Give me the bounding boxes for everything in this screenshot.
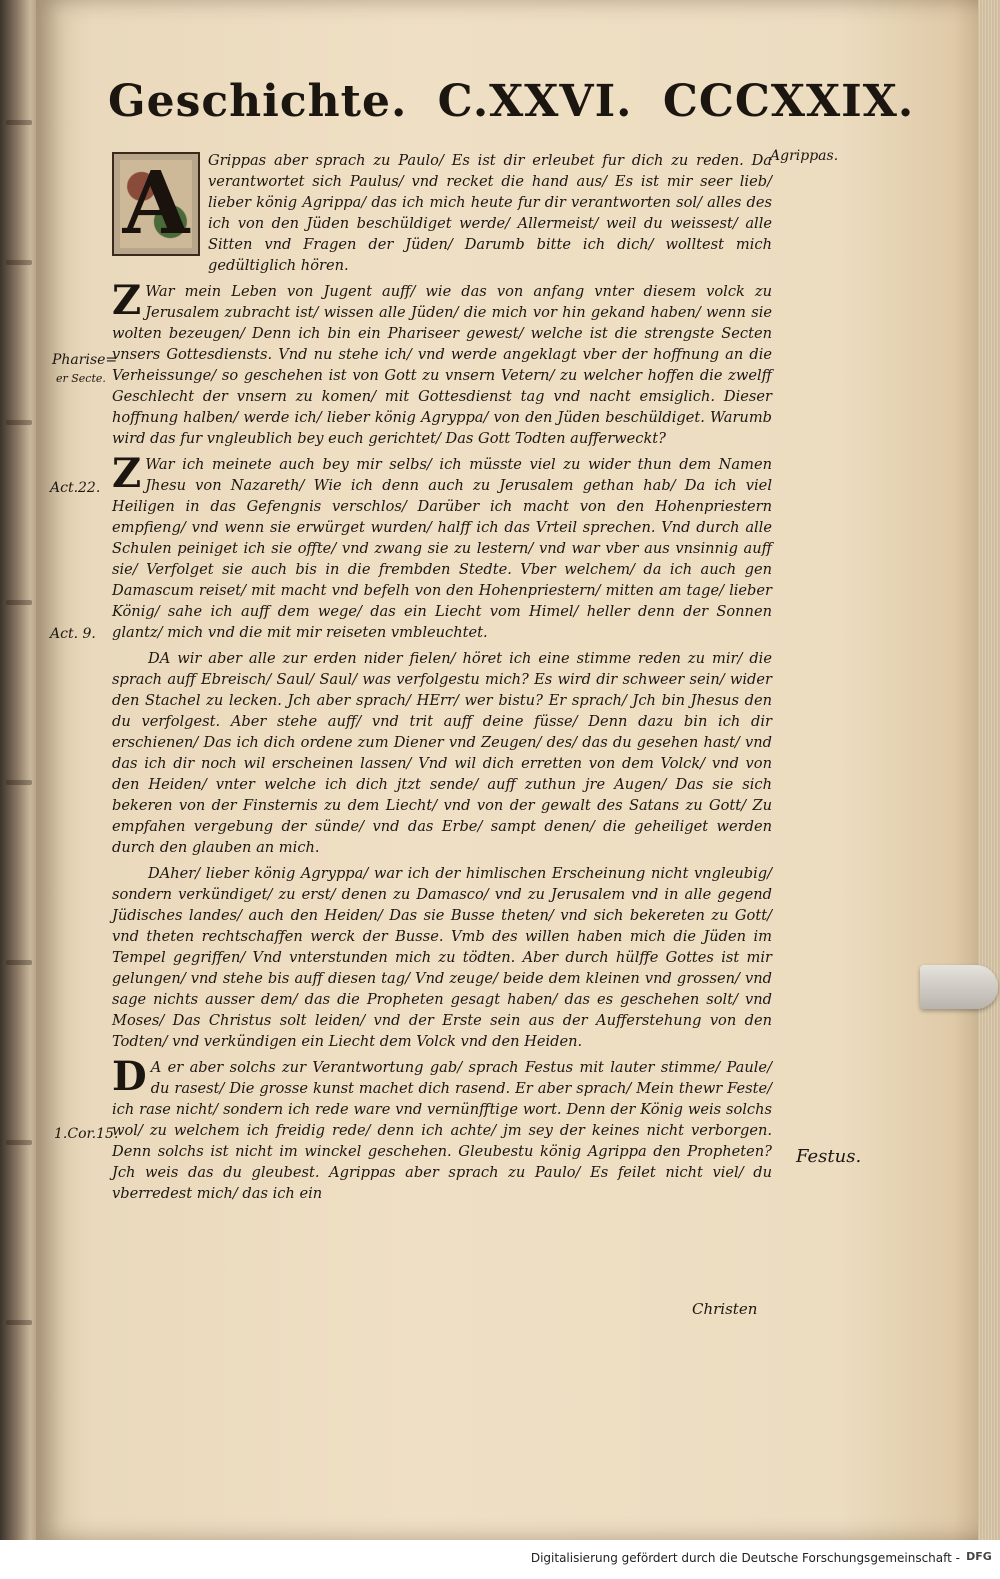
paragraph-6 [112, 1053, 772, 1204]
folio-number: CCCXXIX. [662, 76, 915, 127]
chapter-number: C.XXVI. [437, 76, 633, 127]
paragraph-text: DA wir aber alle zur erden nider fielen/ höret ich eine stimme reden zu mir/ die sprach auff Ebreisch/ Saul/ Saul/ was verfolgestu mich? Es wird dir schweer sein/ wider den Stachel zu lecken. Jch aber sprach/ HErr/ wer bistu? Er sprach/ Jch bin Jhesus den du verfolgest. Aber stehe auff/ vnd trit auff deine füsse/ Denn dazu bin ich dir erschienen/ Das ich dich ordene zum Diener vnd Zeugen/ des/ das du gesehen hast/ vnd das ich dir noch wil erscheinen lassen/ Vnd wil dich erretten von dem Volck/ vnd von den Heiden/ vnter welche ich dich jtzt sende/ auff zuthun jre Augen/ Das sie sich bekeren von der Finsternis zu dem Liecht/ vnd von der gewalt des Satans zu Gott/ Zu empfahen vergebung der sünde/ vnd das Erbe/ sampt denen/ die geheiliget werden durch den glauben an mich. [112, 650, 772, 856]
dfg-logo: DFG [966, 1550, 992, 1563]
paragraph-2 [112, 277, 772, 449]
margin-note-agrippas: Agrippas. [770, 148, 839, 164]
left-page-edge [0, 0, 38, 1540]
ornamental-initial: A [112, 152, 200, 256]
paragraph-3 [112, 450, 772, 643]
paragraph-5 [112, 863, 772, 1052]
page-header [108, 76, 915, 146]
paragraph-text: War ich meinete auch bey mir selbs/ ich müsste viel zu wider thun dem Namen Jhesu von Nazareth/ Wie ich denn auch zu Jerusalem gethan hab/ Da ich viel Heiligen in das Gefengnis verschlos/ Darüber ich macht von den Hohenpriestern empfieng/ vnd wenn sie erwürget wurden/ halff ich das Vrteil sprechen. Vnd durch alle Schulen peiniget ich sie offte/ vnd zwang sie zu lestern/ vnd war vber aus vnsinnig auff sie/ Verfolget sie auch bis in die frembden Stedte. Vber welchem/ da ich auch gen Damascum reiset/ mit macht vnd befelh von den Hohenpriestern/ mitten am tage/ lieber König/ sahe ich auff dem wege/ das ein Liecht vom Himel/ heller denn der Sonnen glantz/ mich vnd die mit mir reiseten vmbleuchtet. [112, 456, 772, 641]
margin-note-secte: er Secte. [56, 372, 106, 385]
paragraph-text: War mein Leben von Jugent auff/ wie das von anfang vnter diesem volck zu Jerusalem zubracht ist/ wissen alle Jüden/ die mich vor hin gekand haben/ wenn sie wolten bezeugen/ Denn ich bin ein Phariseer gewest/ welche ist die strengste Secten vnsers Gottesdiensts. Vnd nu stehe ich/ vnd werde angeklagt vber der hoffnung an die Verheissunge/ so geschehen ist von Gott zu vnsern Vetern/ zu welcher hoffen die zwelff Geschlecht der vnsern zu komen/ mit Gottesdienst tag vnd nacht emsiglich. Dieser hoffnung halben/ werde ich/ lieber könig Agryppa/ von den Jüden beschüldiget. Warumb wird das fur vngleublich bey euch gerichtet/ Das Gott Todten aufferweckt? [112, 283, 772, 447]
main-text-column [112, 150, 772, 1209]
paragraph-text: Grippas aber sprach zu Paulo/ Es ist dir erleubet fur dich zu reden. Da verantwortet sich Paulus/ vnd recket die hand aus/ Es ist mir seer lieb/ lieber könig Agrippa/ das ich mich heute fur dir verantworten sol/ alles des ich von den Jüden beschüldiget werde/ Allermeist/ weil du weissest/ alle Sitten vnd Fragen der Jüden/ Darumb bitte ich dich/ wolltest mich gedültiglich hören. [208, 152, 772, 274]
margin-note-pharisei: Pharise= [52, 352, 118, 368]
initial-letter: Z [112, 277, 142, 324]
initial-letter: D [112, 1053, 147, 1100]
paragraph-1 [112, 150, 772, 276]
catchword: Christen [692, 1300, 758, 1318]
margin-note-cor15: 1.Cor.15. [54, 1126, 119, 1142]
margin-note-act22: Act.22. [50, 480, 101, 496]
bookmark-tab [920, 965, 998, 1009]
paragraph-text: DAher/ lieber könig Agryppa/ war ich der himlischen Erscheinung nicht vngleubig/ sondern verkündiget/ zu erst/ denen zu Damasco/ vnd zu Jerusalem vnd in alle gegend Jüdisches landes/ auch den Heiden/ Das sie Busse theten/ vnd sich bekereten zu Gott/ vnd theten rechtschaffen werck der Busse. Vmb des willen haben mich die Jüden im Tempel gegriffen/ Vnd vnterstunden mich zu tödten. Aber durch hülffe Gottes ist mir gelungen/ vnd stehe bis auff diesen tag/ Vnd zeuge/ beide dem kleinen vnd grossen/ vnd sage nichts ausser dem/ das die Propheten gesagt haben/ das es geschehen solt/ vnd Moses/ Das Christus solt leiden/ vnd der Erste sein aus der Aufferstehung von den Todten/ vnd verkündigen ein Liecht dem Volck vnd den Heiden. [112, 865, 772, 1050]
funding-credit: Digitalisierung gefördert durch die Deutsche Forschungsgemeinschaft - [530, 1551, 960, 1565]
page-stack-edge [978, 0, 1000, 1540]
margin-note-act9: Act. 9. [50, 626, 96, 642]
running-title: Geschichte. [108, 76, 408, 127]
margin-note-festus: Festus. [796, 1146, 862, 1167]
paragraph-text: A er aber solchs zur Verantwortung gab/ sprach Festus mit lauter stimme/ Paule/ du rasest/ Die grosse kunst machet dich rasend. Er aber sprach/ Mein thewr Feste/ ich rase nicht/ sondern ich rede ware vnd vernünfftige wort. Denn der König weis solchs wol/ zu welchem ich freidig rede/ denn ich achte/ jm sey der keines nicht verborgen. Denn solchs ist nicht im winckel geschehen. Gleubestu könig Agrippa den Propheten? Jch weis das du gleubest. Agrippas aber sprach zu Paulo/ Es feilet nicht viel/ du vberredest mich/ das ich ein [112, 1059, 772, 1202]
initial-letter: Z [112, 450, 142, 497]
paragraph-4 [112, 648, 772, 858]
